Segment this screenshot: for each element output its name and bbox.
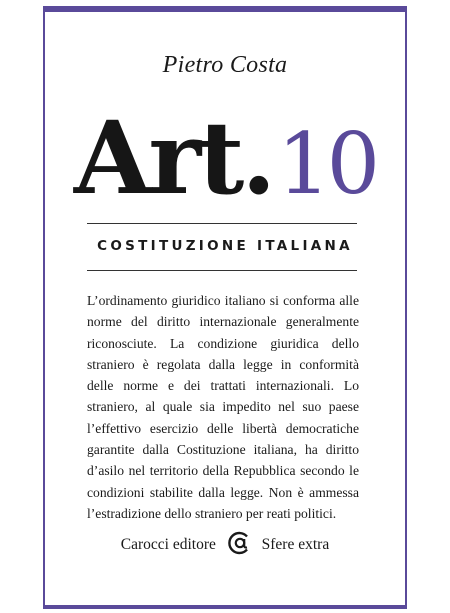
series-name: Sfere extra	[261, 536, 330, 553]
article-text: L’ordinamento giuridico italiano si conforma alle norme del diritto internazionale generalmente riconosciute. La condizione giuridica dello straniero è regolata dalla legge in conformità delle norme e dei trattati internazionali. Lo straniero, al quale sia impedito nel suo paese l’effettivo esercizio delle libertà democratiche garantite dalla Costituzione italiana, ha diritto d’asilo nel territorio della Repubblica secondo le condizioni stabilite dalla legge. Non è ammessa l’estradizione dello straniero per reati politici.	[87, 293, 359, 521]
book-title	[0, 99, 450, 217]
divider-bottom	[87, 270, 357, 271]
publisher-name: Carocci editore	[120, 536, 216, 553]
publisher-footer	[0, 532, 450, 558]
carocci-c-logo-icon	[226, 530, 252, 556]
divider-top	[87, 223, 357, 224]
title-main: Art.	[73, 99, 274, 217]
book-subtitle: COSTITUZIONE ITALIANA	[97, 238, 353, 254]
title-number: 10	[277, 115, 377, 213]
author-name: Pietro Costa	[162, 52, 288, 78]
